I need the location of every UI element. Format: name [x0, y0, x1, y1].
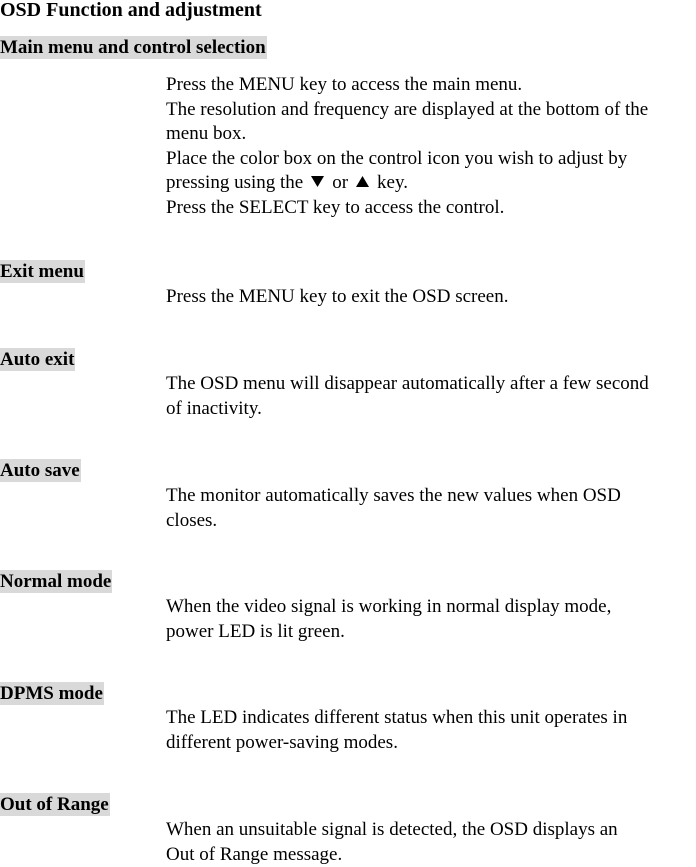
text-line: of inactivity.	[166, 397, 696, 422]
text-line: Press the MENU key to access the main menu.	[166, 73, 696, 98]
text-line: menu box.	[166, 122, 696, 147]
text-line: Out of Range message.	[166, 843, 696, 867]
section-label-out-of-range: Out of Range	[0, 793, 110, 816]
section-text-auto-exit	[166, 372, 696, 421]
up-triangle-icon	[356, 171, 369, 196]
text-line: different power-saving modes.	[166, 731, 696, 756]
section-text-main-menu	[166, 73, 696, 220]
section-text-normal-mode	[166, 595, 696, 644]
down-triangle-icon	[311, 171, 324, 196]
text-line: The resolution and frequency are displayed at the bottom of the	[166, 98, 696, 123]
section-label-auto-save: Auto save	[0, 459, 81, 482]
text-line: Press the MENU key to exit the OSD screen.	[166, 285, 696, 310]
text-line: The monitor automatically saves the new values when OSD	[166, 484, 696, 509]
section-text-dpms-mode	[166, 706, 696, 755]
text-line: When the video signal is working in normal display mode,	[166, 595, 696, 620]
keys-line-after: key.	[377, 172, 408, 193]
section-text-exit-menu	[166, 285, 696, 310]
keys-line-or: or	[332, 172, 348, 193]
text-line: Place the color box on the control icon you wish to adjust by	[166, 147, 696, 172]
section-label-dpms-mode: DPMS mode	[0, 682, 104, 705]
section-label-normal-mode: Normal mode	[0, 570, 112, 593]
section-label-main-menu: Main menu and control selection	[0, 36, 267, 59]
text-line: When an unsuitable signal is detected, the OSD displays an	[166, 818, 696, 843]
section-text-auto-save	[166, 484, 696, 533]
text-line: closes.	[166, 509, 696, 534]
text-line: power LED is lit green.	[166, 620, 696, 645]
section-text-out-of-range	[166, 818, 696, 867]
text-line: The OSD menu will disappear automatically after a few second	[166, 372, 696, 397]
keys-line-before: pressing using the	[166, 172, 303, 193]
section-label-exit-menu: Exit menu	[0, 260, 85, 283]
keys-line	[166, 171, 696, 196]
section-label-auto-exit: Auto exit	[0, 348, 75, 371]
page-title: OSD Function and adjustment	[0, 0, 262, 22]
text-line: Press the SELECT key to access the control.	[166, 196, 696, 221]
text-line: The LED indicates different status when this unit operates in	[166, 706, 696, 731]
